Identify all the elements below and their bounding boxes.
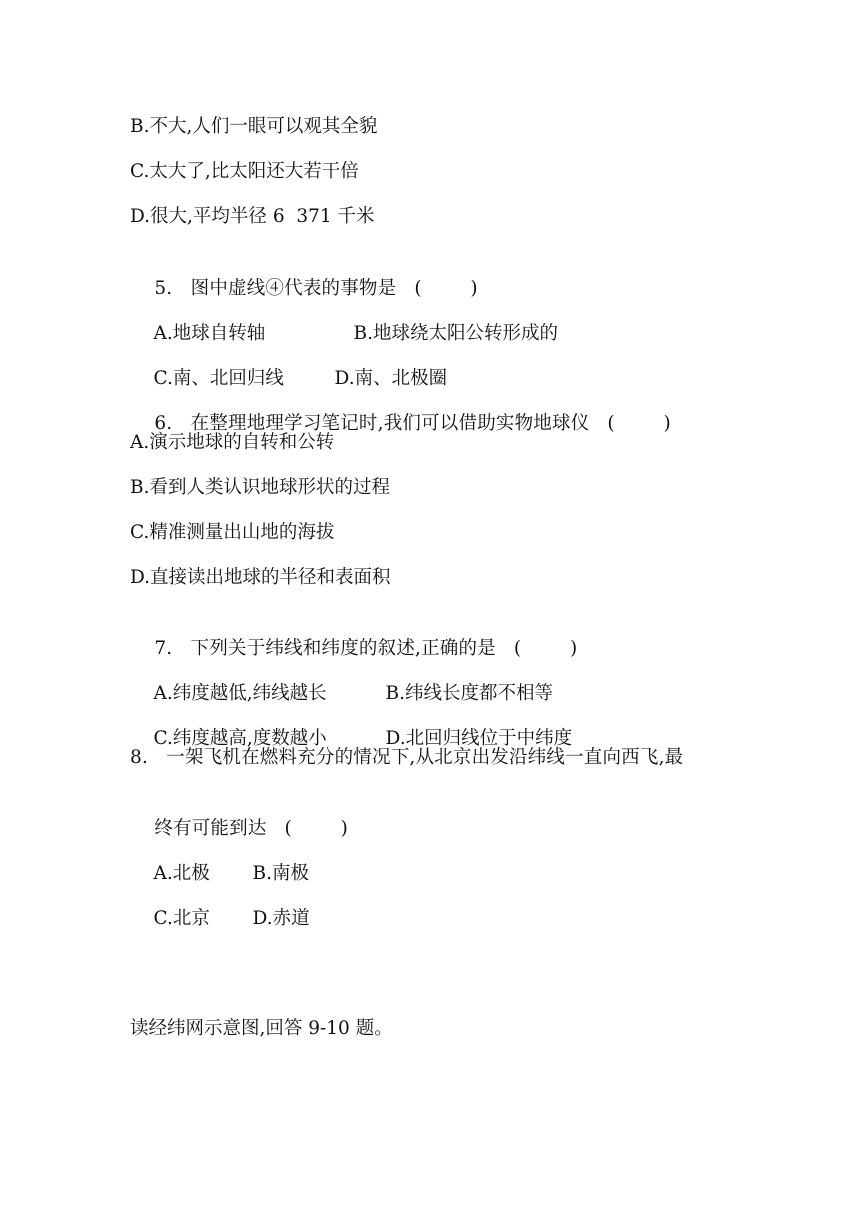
q8-option-b: B.南极 (252, 863, 310, 884)
q6-option-a: A.演示地球的自转和公转 (130, 432, 335, 453)
q5-option-a: A.地球自转轴 (153, 323, 266, 344)
q8-option-c: C.北京 (153, 908, 210, 929)
q5-option-b: B.地球绕太阳公转形成的 (353, 323, 559, 344)
q4-option-b: B.不大,人们一眼可以观其全貌 (130, 116, 378, 137)
q5-option-c: C.南、北回归线 (153, 368, 284, 389)
q6-option-c: C.精准测量出山地的海拔 (130, 522, 335, 543)
q5-option-d: D.南、北极圈 (334, 368, 448, 389)
q8-option-d: D.赤道 (252, 908, 310, 929)
q6-option-d: D.直接读出地球的半径和表面积 (130, 567, 391, 588)
question-6-text: 6. 在整理地理学习笔记时,我们可以借助实物地球仪 (154, 413, 590, 434)
q8-option-a: A.北极 (153, 863, 210, 884)
q4-option-c: C.太大了,比太阳还大若干倍 (130, 161, 359, 182)
question-7-text: 7. 下列关于纬线和纬度的叙述,正确的是 (154, 638, 496, 659)
q6-option-b: B.看到人类认识地球形状的过程 (130, 477, 390, 498)
q7-option-c: C.纬度越高,度数越小 (153, 728, 327, 749)
q7-option-d: D.北回归线位于中纬度 (385, 728, 573, 749)
reading-instruction: 读经纬网示意图,回答 9-10 题。 (130, 1018, 393, 1039)
q8-options-row-2 (130, 880, 310, 958)
answer-blank: ( ) (607, 413, 671, 434)
q4-option-d: D.很大,平均半径 6 371 千米 (130, 206, 375, 227)
answer-blank: ( ) (284, 818, 349, 839)
answer-blank: ( ) (414, 278, 478, 299)
q7-option-a: A.纬度越低,纬线越长 (153, 683, 327, 704)
answer-blank: ( ) (513, 638, 578, 659)
q7-option-b: B.纬线长度都不相等 (385, 683, 554, 704)
question-8-line-1: 8. 一架飞机在燃料充分的情况下,从北京出发沿纬线一直向西飞,最 (130, 747, 684, 768)
question-5-text: 5. 图中虚线④代表的事物是 (154, 278, 397, 299)
question-8-text: 终有可能到达 (154, 818, 267, 839)
